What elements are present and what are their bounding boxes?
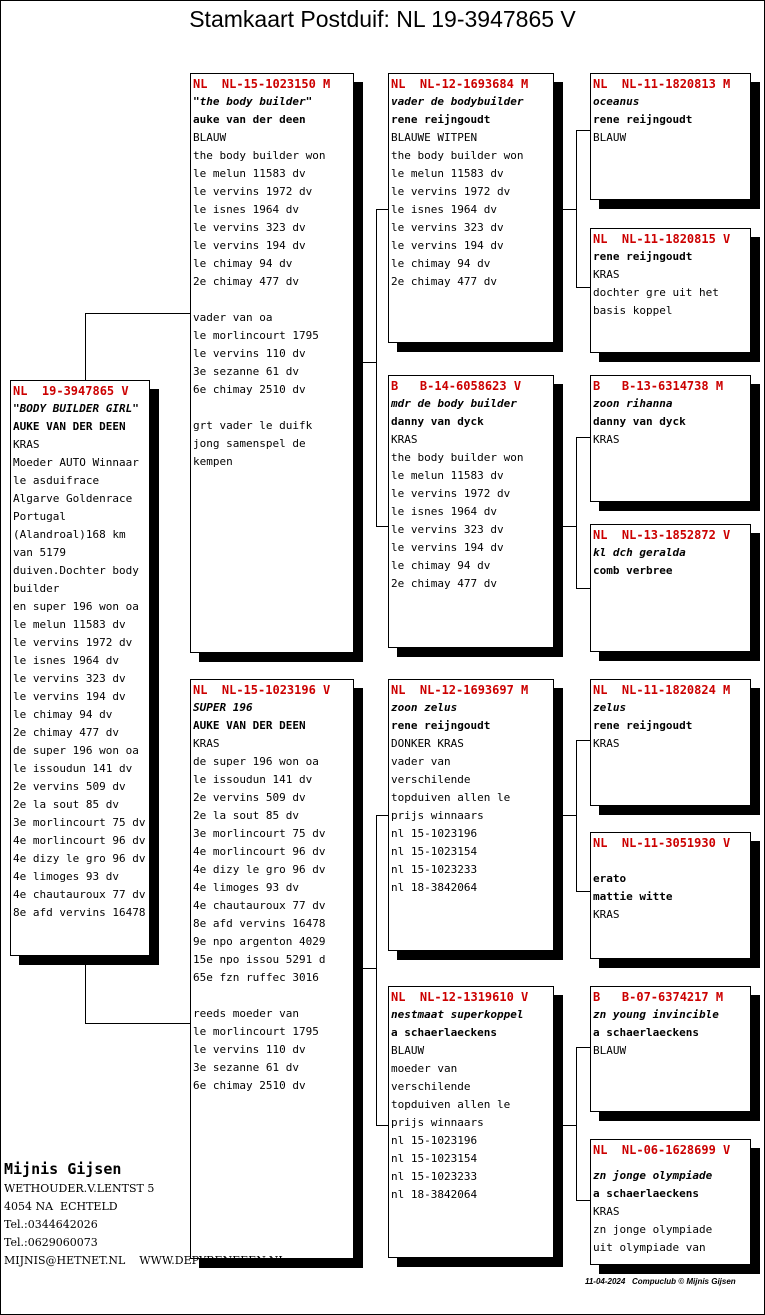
detail-line: le issoudun 141 dv [193, 773, 313, 786]
detail-line: le vervins 110 dv [193, 1043, 306, 1056]
detail-line: 4e dizy le gro 96 dv [13, 852, 146, 865]
connector [576, 287, 590, 288]
card-ring-number: NL NL-11-1820813 M [593, 77, 731, 91]
connector [354, 362, 376, 363]
pigeon-name: "BODY BUILDER GIRL" [13, 402, 139, 415]
detail-line: le vervins 323 dv [193, 221, 306, 234]
detail-line: topduiven allen le [391, 1098, 511, 1111]
great-grandparent-card[interactable] [590, 832, 751, 959]
detail-line: le melun 11583 dv [391, 167, 504, 180]
detail-line: Algarve Goldenrace [13, 492, 133, 505]
detail-line: KRAS [593, 1205, 620, 1218]
detail-line: nl 15-1023233 [391, 1170, 478, 1183]
detail-line: 9e npo argenton 4029 [193, 935, 326, 948]
detail-line: le chimay 94 dv [193, 257, 293, 270]
detail-line: le isnes 1964 dv [193, 203, 299, 216]
detail-line: 3e morlincourt 75 dv [193, 827, 326, 840]
pigeon-name: zn young invincible [593, 1008, 719, 1021]
detail-line: nl 15-1023154 [391, 1152, 478, 1165]
detail-line: Moeder AUTO Winnaar [13, 456, 139, 469]
pigeon-owner: AUKE VAN DER DEEN [13, 420, 126, 433]
pigeon-name: oceanus [593, 95, 640, 108]
card-details [593, 266, 750, 320]
detail-line: le vervins 194 dv [391, 541, 504, 554]
connector [576, 130, 577, 287]
detail-line: vader van oa [193, 311, 273, 324]
detail-line: 2e chimay 477 dv [391, 577, 497, 590]
detail-line [193, 987, 353, 1005]
detail-line: le melun 11583 dv [13, 618, 126, 631]
pigeon-name: zoon zelus [391, 701, 458, 714]
pigeon-name: erato [593, 872, 627, 885]
card-ring-number: B B-13-6314738 M [593, 379, 724, 393]
card-ring-number: NL NL-06-1628699 V [593, 1143, 731, 1157]
great-grandparent-card[interactable] [590, 375, 751, 502]
detail-line: 4e morlincourt 96 dv [13, 834, 146, 847]
detail-line: grt vader le duifk [193, 419, 313, 432]
detail-line: 2e chimay 477 dv [13, 726, 119, 739]
detail-line: Portugal [13, 510, 66, 523]
card-ring-number: B B-14-6058623 V [391, 379, 522, 393]
card-details [13, 436, 149, 922]
detail-line: le chimay 94 dv [13, 708, 113, 721]
detail-line: nl 18-3842064 [391, 1188, 478, 1201]
card-ring-number: NL 19-3947865 V [13, 384, 129, 398]
detail-line: nl 18-3842064 [391, 881, 478, 894]
pigeon-owner: rene reijngoudt [391, 113, 491, 126]
breeder-contact: MIJNIS@HETNET.NL WWW.DEPYRENEEEN.NL [4, 1254, 286, 1267]
card-details [391, 431, 553, 593]
card-details [391, 129, 553, 291]
detail-line: le vervins 110 dv [193, 347, 306, 360]
card-details [193, 129, 353, 471]
detail-line: 4e dizy le gro 96 dv [193, 863, 326, 876]
connector [576, 1047, 577, 1200]
card-ring-number: NL NL-12-1319610 V [391, 990, 529, 1004]
detail-line: basis koppel [593, 304, 673, 317]
pigeon-owner: rene reijngoudt [593, 113, 693, 126]
pigeon-name: SUPER 196 [193, 701, 253, 714]
detail-line: le vervins 194 dv [13, 690, 126, 703]
pigeon-name: mdr de body builder [391, 397, 517, 410]
pigeon-owner: comb verbree [593, 564, 673, 577]
detail-line: le vervins 323 dv [13, 672, 126, 685]
detail-line: 2e vervins 509 dv [193, 791, 306, 804]
detail-line: le morlincourt 1795 [193, 329, 319, 342]
connector [576, 1200, 590, 1201]
card-ring-number: NL NL-12-1693697 M [391, 683, 529, 697]
card-ring-number: NL NL-13-1852872 V [593, 528, 731, 542]
detail-line: 8e afd vervins 16478 [193, 917, 326, 930]
pigeon-name: zoon rihanna [593, 397, 673, 410]
detail-line: nl 15-1023196 [391, 827, 478, 840]
detail-line: 3e sezanne 61 dv [193, 365, 299, 378]
card-details [593, 129, 750, 147]
great-grandparent-card[interactable] [590, 524, 751, 652]
detail-line: dochter gre uit het [593, 286, 719, 299]
detail-line: le melun 11583 dv [193, 167, 306, 180]
pigeon-owner: a schaerlaeckens [391, 1026, 497, 1039]
detail-line: DONKER KRAS [391, 737, 464, 750]
connector [576, 437, 577, 588]
pigeon-owner: rene reijngoudt [391, 719, 491, 732]
detail-line: 65e fzn ruffec 3016 [193, 971, 319, 984]
detail-line: le isnes 1964 dv [391, 505, 497, 518]
detail-line: 4e chautauroux 77 dv [193, 899, 326, 912]
detail-line: 2e la sout 85 dv [13, 798, 119, 811]
card-ring-number: B B-07-6374217 M [593, 990, 724, 1004]
detail-line [193, 291, 353, 309]
detail-line: 2e la sout 85 dv [193, 809, 299, 822]
pigeon-owner: mattie witte [593, 890, 673, 903]
detail-line: en super 196 won oa [13, 600, 139, 613]
detail-line [193, 399, 353, 417]
card-ring-number: NL NL-11-1820824 M [593, 683, 731, 697]
detail-line: 2e vervins 509 dv [13, 780, 126, 793]
breeder-name: Mijnis Gijsen [4, 1160, 122, 1178]
detail-line: le vervins 194 dv [193, 239, 306, 252]
connector [576, 130, 590, 131]
detail-line: (Alandroal)168 km [13, 528, 126, 541]
connector [576, 1047, 590, 1048]
card-ring-number: NL NL-11-1820815 V [593, 232, 731, 246]
father-card[interactable] [190, 73, 354, 653]
detail-line: le morlincourt 1795 [193, 1025, 319, 1038]
maternal-grandfather-card[interactable] [388, 679, 554, 951]
detail-line: KRAS [593, 268, 620, 281]
pigeon-owner: danny van dyck [593, 415, 686, 428]
detail-line: le chimay 94 dv [391, 559, 491, 572]
detail-line: BLAUW [391, 1044, 425, 1057]
connector [556, 209, 576, 210]
detail-line: le isnes 1964 dv [391, 203, 497, 216]
detail-line: 2e chimay 477 dv [193, 275, 299, 288]
connector [576, 437, 590, 438]
detail-line: KRAS [193, 737, 220, 750]
detail-line: van 5179 [13, 546, 66, 559]
detail-line: BLAUW [593, 1044, 627, 1057]
detail-line: 2e chimay 477 dv [391, 275, 497, 288]
connector [376, 209, 377, 526]
detail-line: le issoudun 141 dv [13, 762, 133, 775]
detail-line: 4e morlincourt 96 dv [193, 845, 326, 858]
detail-line: prijs winnaars [391, 809, 484, 822]
card-ring-number: NL NL-15-1023150 M [193, 77, 331, 91]
card-details [391, 735, 553, 897]
detail-line: 8e afd vervins 16478 [13, 906, 146, 919]
detail-line: le isnes 1964 dv [13, 654, 119, 667]
connector [556, 815, 576, 816]
connector [354, 968, 376, 969]
detail-line: zn jonge olympiade [593, 1223, 713, 1236]
great-grandparent-card[interactable] [590, 986, 751, 1112]
pigeon-name: zn jonge olympiade [593, 1169, 713, 1182]
pigeon-name: nestmaat superkoppel [391, 1008, 524, 1021]
detail-line: BLAUW [193, 131, 227, 144]
detail-line: the body builder won [193, 149, 326, 162]
pigeon-owner: AUKE VAN DER DEEN [193, 719, 306, 732]
detail-line: verschilende [391, 773, 471, 786]
connector [576, 891, 590, 892]
detail-line: nl 15-1023196 [391, 1134, 478, 1147]
connector [576, 740, 590, 741]
detail-line: vader van [391, 755, 451, 768]
detail-line: de super 196 won oa [193, 755, 319, 768]
breeder-mobile: Tel.:0629060073 [4, 1236, 98, 1249]
detail-line: nl 15-1023233 [391, 863, 478, 876]
breeder-address: WETHOUDER.V.LENTST 5 [4, 1182, 155, 1195]
paternal-grandfather-card[interactable] [388, 73, 554, 343]
detail-line: le vervins 1972 dv [391, 185, 511, 198]
connector [85, 313, 192, 314]
card-ring-number: NL NL-12-1693684 M [391, 77, 529, 91]
connector [85, 313, 86, 381]
card-details [593, 1042, 750, 1060]
detail-line: the body builder won [391, 451, 524, 464]
detail-line: 15e npo issou 5291 d [193, 953, 326, 966]
detail-line: 4e limoges 93 dv [13, 870, 119, 883]
detail-line: le vervins 1972 dv [391, 487, 511, 500]
pigeon-name: "the body builder" [193, 95, 313, 108]
pigeon-name: vader de bodybuilder [391, 95, 524, 108]
pigeon-owner: auke van der deen [193, 113, 306, 126]
detail-line: nl 15-1023154 [391, 845, 478, 858]
pigeon-name: kl dch geralda [593, 546, 686, 559]
detail-line: reeds moeder van [193, 1007, 299, 1020]
detail-line: le vervins 194 dv [391, 239, 504, 252]
detail-line: 4e chautauroux 77 dv [13, 888, 146, 901]
card-details [593, 1203, 750, 1257]
great-grandparent-card[interactable] [590, 228, 751, 353]
detail-line: le asduifrace [13, 474, 100, 487]
detail-line: 6e chimay 2510 dv [193, 1079, 306, 1092]
detail-line: le chimay 94 dv [391, 257, 491, 270]
detail-line: prijs winnaars [391, 1116, 484, 1129]
detail-line: the body builder won [391, 149, 524, 162]
footer-credit: 11-04-2024 Compuclub © Mijnis Gijsen [585, 1277, 736, 1286]
connector [576, 588, 590, 589]
connector [556, 526, 576, 527]
connector [376, 815, 377, 1125]
detail-line: duiven.Dochter body [13, 564, 139, 577]
detail-line: le vervins 1972 dv [193, 185, 313, 198]
great-grandparent-card[interactable] [590, 679, 751, 806]
detail-line: de super 196 won oa [13, 744, 139, 757]
card-ring-number: NL NL-15-1023196 V [193, 683, 331, 697]
detail-line: le vervins 323 dv [391, 221, 504, 234]
detail-line: KRAS [13, 438, 40, 451]
card-details [593, 735, 750, 753]
card-details [593, 906, 750, 924]
detail-line: KRAS [593, 908, 620, 921]
breeder-phone: Tel.:0344642026 [4, 1218, 98, 1231]
detail-line: KRAS [391, 433, 418, 446]
detail-line: le melun 11583 dv [391, 469, 504, 482]
detail-line: BLAUW [593, 131, 627, 144]
pigeon-owner: danny van dyck [391, 415, 484, 428]
pigeon-owner: rene reijngoudt [593, 250, 693, 263]
detail-line: verschilende [391, 1080, 471, 1093]
maternal-grandmother-card[interactable] [388, 986, 554, 1258]
detail-line: KRAS [593, 433, 620, 446]
card-details [193, 735, 353, 1095]
detail-line: moeder van [391, 1062, 458, 1075]
detail-line: 3e morlincourt 75 dv [13, 816, 146, 829]
pigeon-owner: a schaerlaeckens [593, 1187, 699, 1200]
connector [85, 955, 86, 1023]
subject-card[interactable] [10, 380, 150, 956]
detail-line: builder [13, 582, 60, 595]
paternal-grandmother-card[interactable] [388, 375, 554, 648]
detail-line: uit olympiade van [593, 1241, 706, 1254]
detail-line: 4e limoges 93 dv [193, 881, 299, 894]
detail-line: 3e sezanne 61 dv [193, 1061, 299, 1074]
card-details [593, 431, 750, 449]
page-title: Stamkaart Postduif: NL 19-3947865 V [189, 6, 576, 32]
pigeon-name: zelus [593, 701, 627, 714]
breeder-info [4, 1158, 286, 1270]
great-grandparent-card[interactable] [590, 1139, 751, 1265]
detail-line: topduiven allen le [391, 791, 511, 804]
connector [576, 740, 577, 891]
detail-line: 6e chimay 2510 dv [193, 383, 306, 396]
detail-line: kempen [193, 455, 233, 468]
detail-line: BLAUWE WITPEN [391, 131, 478, 144]
detail-line: le vervins 1972 dv [13, 636, 133, 649]
card-ring-number: NL NL-11-3051930 V [593, 836, 731, 850]
great-grandparent-card[interactable] [590, 73, 751, 200]
card-details [391, 1042, 553, 1204]
detail-line: KRAS [593, 737, 620, 750]
pigeon-owner: rene reijngoudt [593, 719, 693, 732]
detail-line: jong samenspel de [193, 437, 306, 450]
connector [85, 1023, 192, 1024]
connector [556, 1125, 576, 1126]
breeder-postcode: 4054 NA ECHTELD [4, 1200, 118, 1213]
detail-line: le vervins 323 dv [391, 523, 504, 536]
pigeon-owner: a schaerlaeckens [593, 1026, 699, 1039]
